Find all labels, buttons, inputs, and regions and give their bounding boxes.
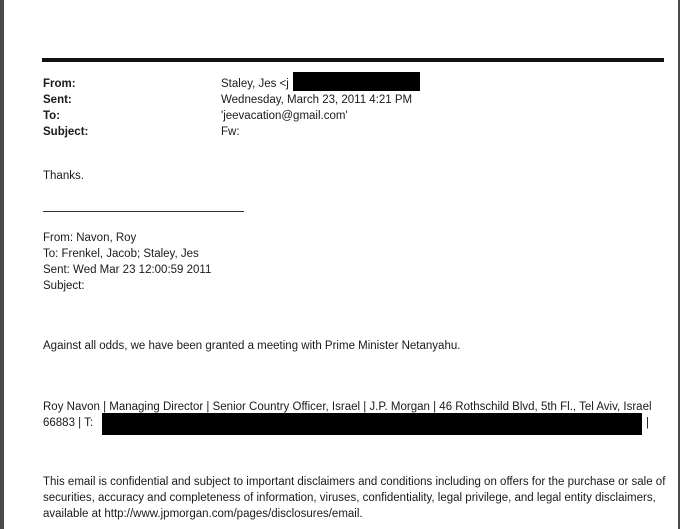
- forwarded-subject: Subject:: [43, 280, 85, 292]
- subject-label: Subject:: [43, 126, 89, 138]
- from-value: Staley, Jes <j: [221, 78, 289, 90]
- forwarded-from: From: Navon, Roy: [43, 232, 137, 244]
- forwarded-sent: Sent: Wed Mar 23 12:00:59 2011: [43, 264, 212, 276]
- forwarded-to: To: Frenkel, Jacob; Staley, Jes: [43, 248, 199, 260]
- redaction-phone: [102, 413, 642, 435]
- to-label: To:: [43, 110, 61, 122]
- redaction-from-email: [293, 72, 420, 91]
- sent-label: Sent:: [43, 94, 72, 106]
- email-document: [4, 0, 678, 529]
- signature-line-2: 66883 | T:: [43, 417, 94, 429]
- from-label: From:: [43, 78, 76, 90]
- to-value: 'jeevacation@gmail.com': [221, 110, 348, 122]
- sent-value: Wednesday, March 23, 2011 4:21 PM: [221, 94, 413, 106]
- signature-line-1: Roy Navon | Managing Director | Senior Country Officer, Israel | J.P. Morgan | 46 Rothschild Blvd, 5th Fl., Tel Aviv, Israel: [43, 401, 652, 413]
- forwarded-message: Against all odds, we have been granted a meeting with Prime Minister Netanyahu.: [43, 340, 461, 352]
- greeting-text: Thanks.: [43, 170, 84, 182]
- separator-line: [43, 211, 244, 212]
- top-rule: [42, 58, 664, 62]
- subject-value: Fw:: [221, 126, 240, 138]
- signature-line-2-end: |: [646, 417, 649, 429]
- disclaimer-text: This email is confidential and subject to important disclaimers and conditions including on offers for the purchase or sale of securities, accuracy and completeness of information, viruses, confidentiality, legal privilege, and legal entity disclaimers, available at http://www.jpmorgan.com/pages/disclosures/email.: [43, 476, 666, 520]
